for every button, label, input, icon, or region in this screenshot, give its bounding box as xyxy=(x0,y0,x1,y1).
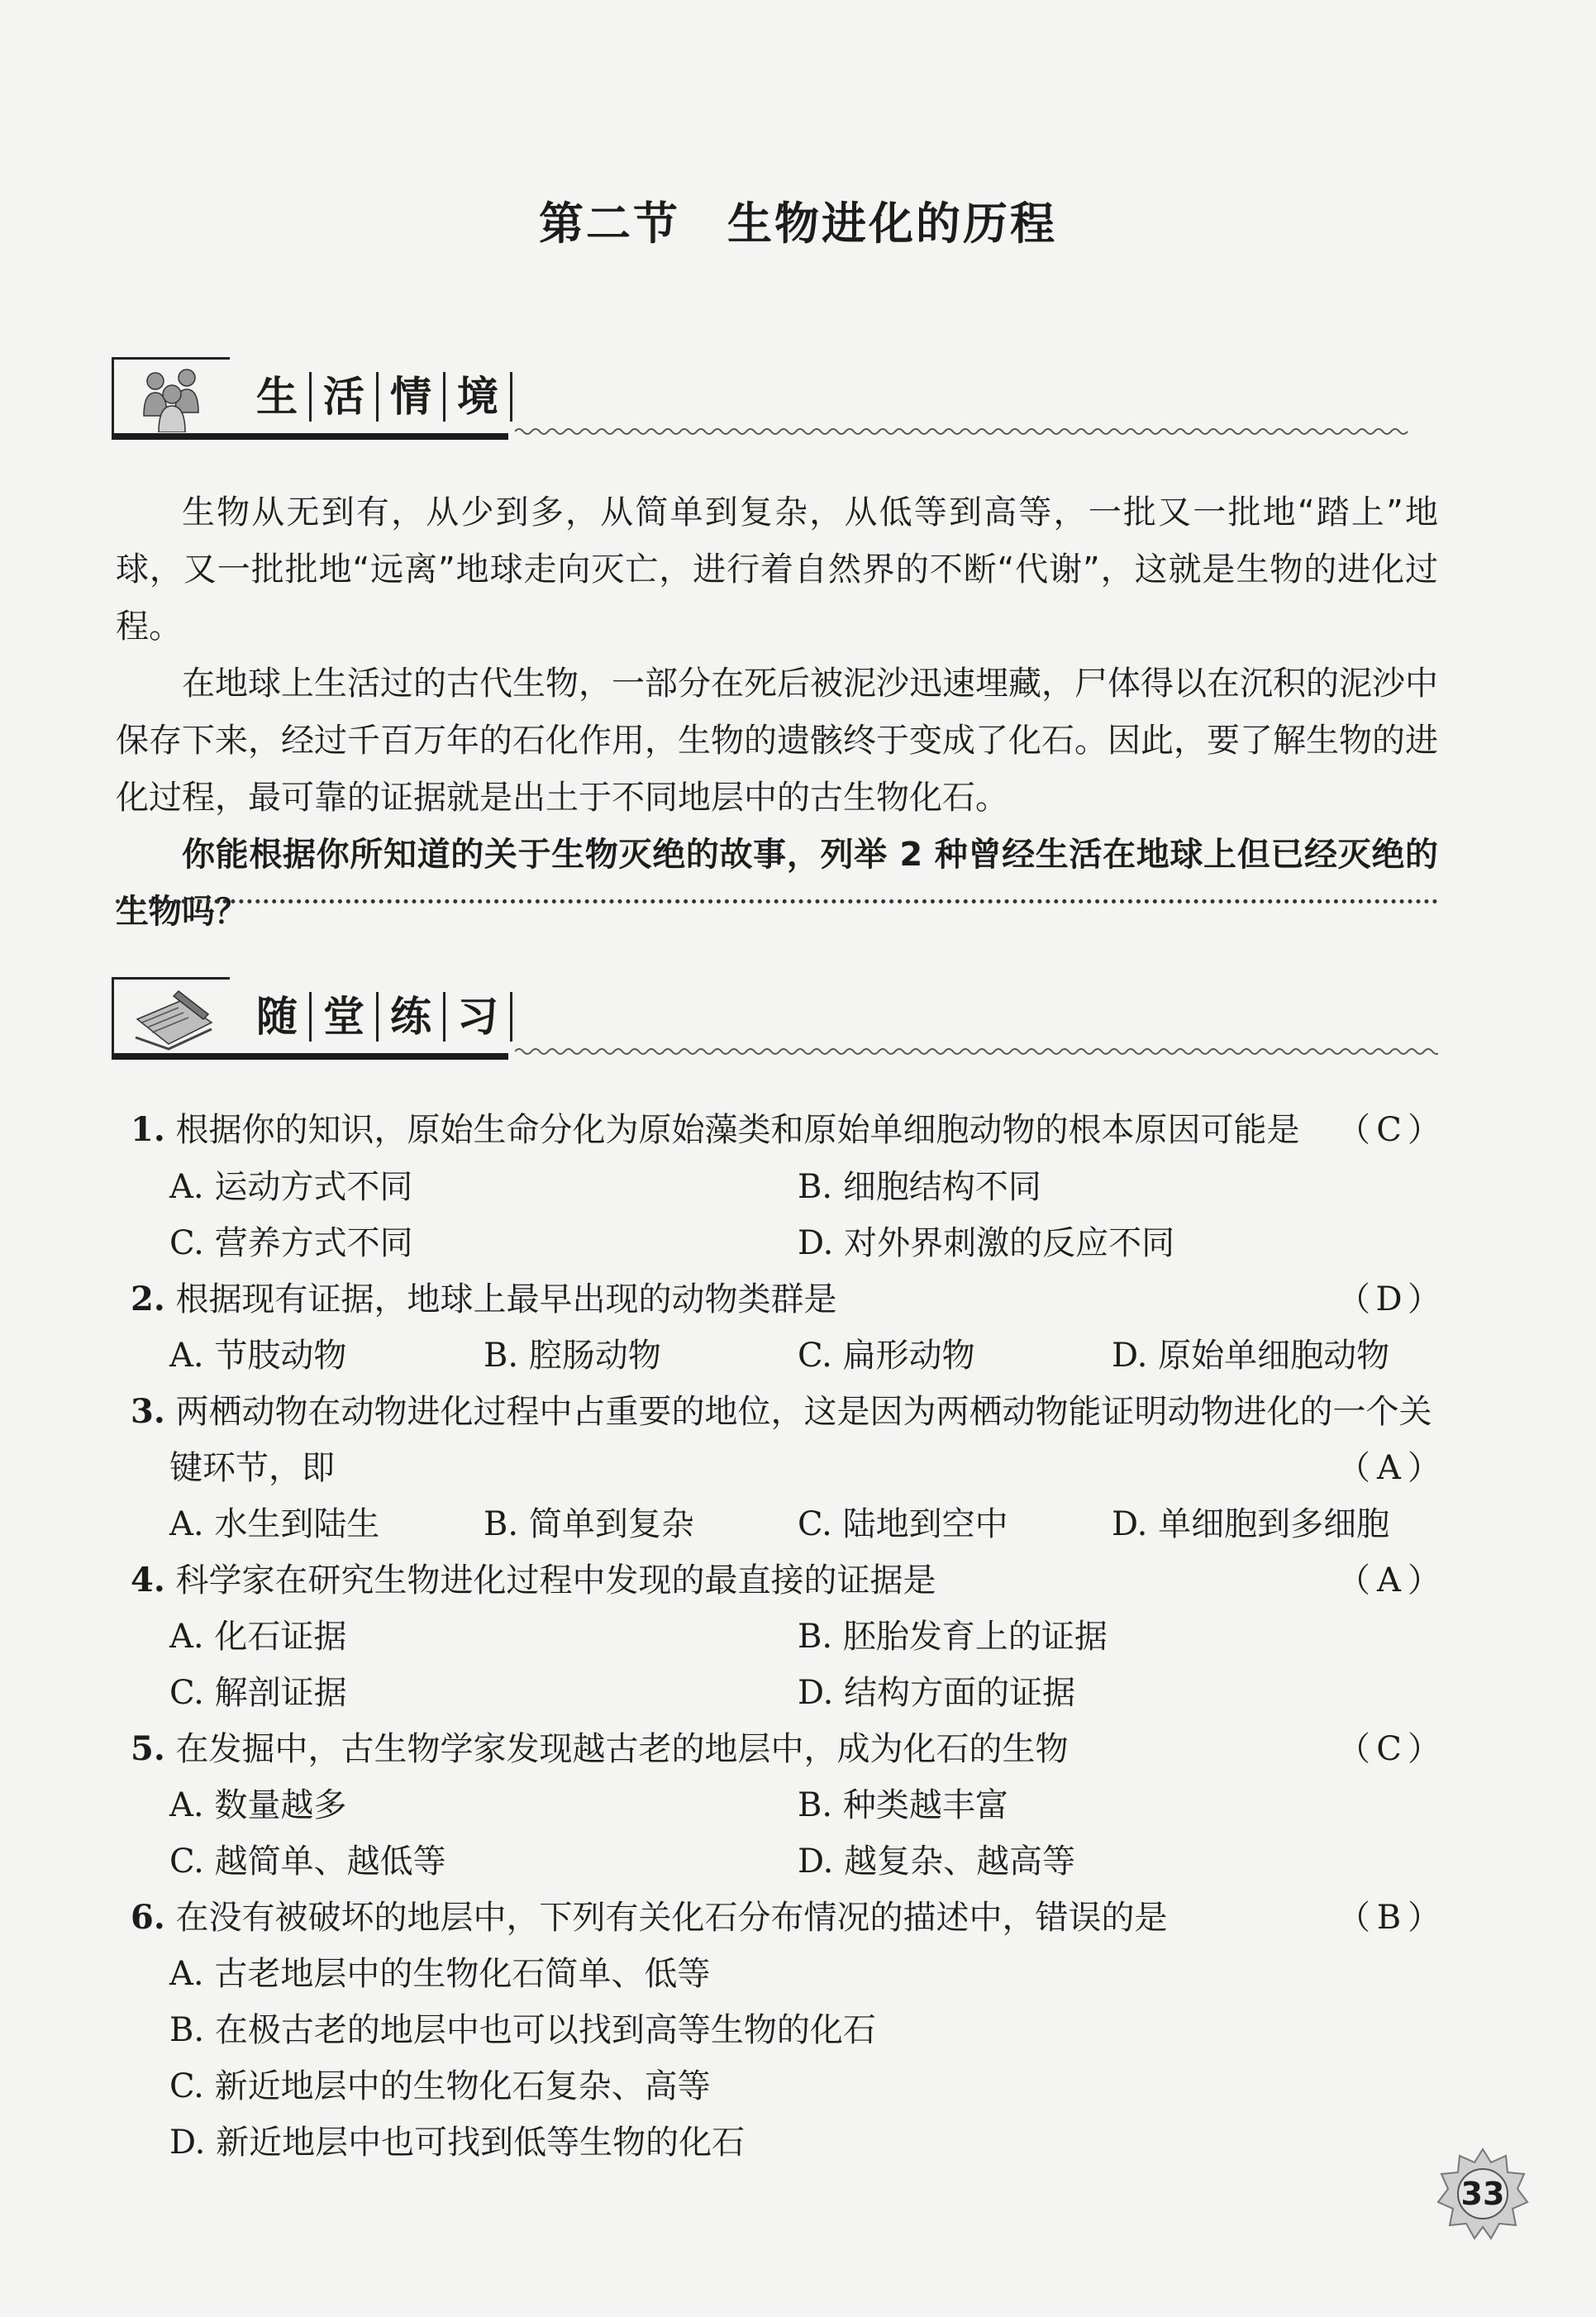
answer-letter: C xyxy=(1376,1730,1402,1768)
option[interactable]: D. 结构方面的证据 xyxy=(798,1674,1076,1712)
option[interactable]: C. 新近地层中的生物化石复杂、高等 xyxy=(169,2067,711,2105)
label-char: 练 xyxy=(379,992,445,1042)
label-char: 情 xyxy=(379,372,445,422)
page-number-badge xyxy=(1436,2148,1529,2240)
option[interactable]: C. 营养方式不同 xyxy=(169,1224,413,1262)
answer-slot[interactable] xyxy=(1337,1728,1441,1771)
label-char: 习 xyxy=(445,992,512,1042)
label-char: 活 xyxy=(312,372,379,422)
answer-slot[interactable] xyxy=(1337,1896,1441,1939)
question-number: 3. xyxy=(131,1392,165,1431)
option[interactable]: C. 扁形动物 xyxy=(798,1337,975,1375)
question-stem xyxy=(131,1108,1299,1151)
section-tab-frame xyxy=(112,357,230,437)
question-text: 在发掘中，古生物学家发现越古老的地层中，成为化石的生物 xyxy=(175,1730,1069,1768)
question-text: 科学家在研究生物进化过程中发现的最直接的证据是 xyxy=(175,1561,936,1599)
option[interactable]: A. 化石证据 xyxy=(169,1618,347,1656)
option[interactable]: C. 陆地到空中 xyxy=(798,1505,1008,1543)
option[interactable]: D. 越复杂、越高等 xyxy=(798,1843,1076,1881)
page-number: 33 xyxy=(1460,2176,1505,2212)
option[interactable]: D. 对外界刺激的反应不同 xyxy=(798,1224,1175,1262)
bracket-close: ） xyxy=(1407,1280,1441,1318)
question-stem xyxy=(131,1278,836,1321)
option[interactable]: B. 细胞结构不同 xyxy=(798,1168,1041,1206)
label-char: 境 xyxy=(445,372,512,422)
section-header-practice xyxy=(112,977,1438,1060)
label-char: 随 xyxy=(256,992,312,1042)
question-text: 两栖动物在动物进化过程中占重要的地位，这是因为两栖动物能证明动物进化的一个关 xyxy=(175,1393,1432,1431)
section-header-life xyxy=(112,357,1438,440)
bracket-close: ） xyxy=(1407,1111,1441,1149)
section-label-life xyxy=(256,372,512,422)
story-paragraph: 在地球上生活过的古代生物，一部分在死后被泥沙迅速埋藏，尸体得以在沉积的泥沙中保存下来，经过千百万年的石化作用，生物的遗骸终于变成了化石。因此，要了解生物的进化过程，最可靠的证据就是出土于不同地层中的古生物化石。 xyxy=(116,665,1438,817)
answer-letter: B xyxy=(1376,1899,1402,1937)
story-question: 你能根据你所知道的关于生物灭绝的故事，列举 2 种曾经生活在地球上但已经灭绝的生物吗？ xyxy=(116,836,1438,931)
bracket-close: ） xyxy=(1407,1730,1441,1768)
section-label-practice xyxy=(256,992,512,1042)
option[interactable]: D. 新近地层中也可找到低等生物的化石 xyxy=(169,2124,746,2162)
option[interactable]: A. 古老地层中的生物化石简单、低等 xyxy=(169,1955,711,1993)
option[interactable]: A. 数量越多 xyxy=(169,1786,347,1824)
section-underline xyxy=(112,433,508,440)
life-story xyxy=(116,484,1438,941)
question-number: 1. xyxy=(131,1110,165,1149)
option[interactable]: B. 胚胎发育上的证据 xyxy=(798,1618,1108,1656)
label-char: 堂 xyxy=(312,992,379,1042)
bracket-open: （ xyxy=(1337,1730,1370,1768)
label-char: 生 xyxy=(256,372,312,422)
question-stem xyxy=(131,1390,1432,1433)
question-number: 2. xyxy=(131,1280,165,1318)
question-stem xyxy=(131,1559,936,1602)
answer-slot[interactable] xyxy=(1337,1108,1441,1151)
question-stem xyxy=(131,1728,1068,1771)
answer-slot[interactable] xyxy=(1337,1447,1441,1490)
option[interactable]: B. 在极古老的地层中也可以找到高等生物的化石 xyxy=(169,2011,876,2049)
answer-letter: C xyxy=(1376,1111,1402,1149)
bracket-close: ） xyxy=(1407,1561,1441,1599)
option[interactable]: C. 解剖证据 xyxy=(169,1674,347,1712)
wavy-divider xyxy=(515,423,1438,440)
option[interactable]: A. 水生到陆生 xyxy=(169,1505,380,1543)
bracket-open: （ xyxy=(1337,1280,1370,1318)
option[interactable]: D. 单细胞到多细胞 xyxy=(1112,1505,1390,1543)
option[interactable]: B. 简单到复杂 xyxy=(484,1505,694,1543)
option[interactable]: B. 腔肠动物 xyxy=(484,1337,661,1375)
question-number: 6. xyxy=(131,1898,165,1937)
page-title: 第二节 生物进化的历程 xyxy=(539,197,1057,250)
question-stem xyxy=(131,1896,1167,1939)
option[interactable]: C. 越简单、越低等 xyxy=(169,1843,446,1881)
question-number: 5. xyxy=(131,1729,165,1768)
answer-letter: A xyxy=(1377,1561,1401,1599)
option[interactable]: A. 运动方式不同 xyxy=(169,1168,413,1206)
answer-letter: D xyxy=(1375,1280,1403,1318)
answer-slot[interactable] xyxy=(1337,1559,1441,1602)
wavy-divider xyxy=(515,1043,1438,1060)
bracket-close: ） xyxy=(1407,1449,1441,1487)
section-underline xyxy=(112,1053,508,1060)
bracket-open: （ xyxy=(1337,1111,1370,1149)
option[interactable]: B. 种类越丰富 xyxy=(798,1786,1008,1824)
question-number: 4. xyxy=(131,1561,165,1599)
question-text: 根据现有证据，地球上最早出现的动物类群是 xyxy=(175,1280,837,1318)
question-stem-continued: 键环节，即 xyxy=(169,1449,335,1487)
question-text: 在没有被破坏的地层中，下列有关化石分布情况的描述中，错误的是 xyxy=(175,1899,1168,1937)
notebook-pen-icon xyxy=(129,986,220,1052)
answer-letter: A xyxy=(1377,1449,1401,1487)
bracket-open: （ xyxy=(1337,1449,1370,1487)
option[interactable]: A. 节肢动物 xyxy=(169,1337,347,1375)
answer-dotted-line[interactable] xyxy=(116,899,1438,903)
question-text: 根据你的知识，原始生命分化为原始藻类和原始单细胞动物的根本原因可能是 xyxy=(175,1111,1300,1149)
story-paragraph: 生物从无到有，从少到多，从简单到复杂，从低等到高等，一批又一批地“踏上”地球，又一批批地“远离”地球走向灭亡，进行着自然界的不断“代谢”，这就是生物的进化过程。 xyxy=(116,493,1438,646)
bracket-open: （ xyxy=(1337,1561,1370,1599)
people-group-icon xyxy=(129,366,220,432)
section-tab-frame xyxy=(112,977,230,1057)
bracket-close: ） xyxy=(1408,1899,1441,1937)
answer-slot[interactable] xyxy=(1337,1278,1441,1321)
option[interactable]: D. 原始单细胞动物 xyxy=(1112,1337,1390,1375)
bracket-open: （ xyxy=(1337,1899,1370,1937)
